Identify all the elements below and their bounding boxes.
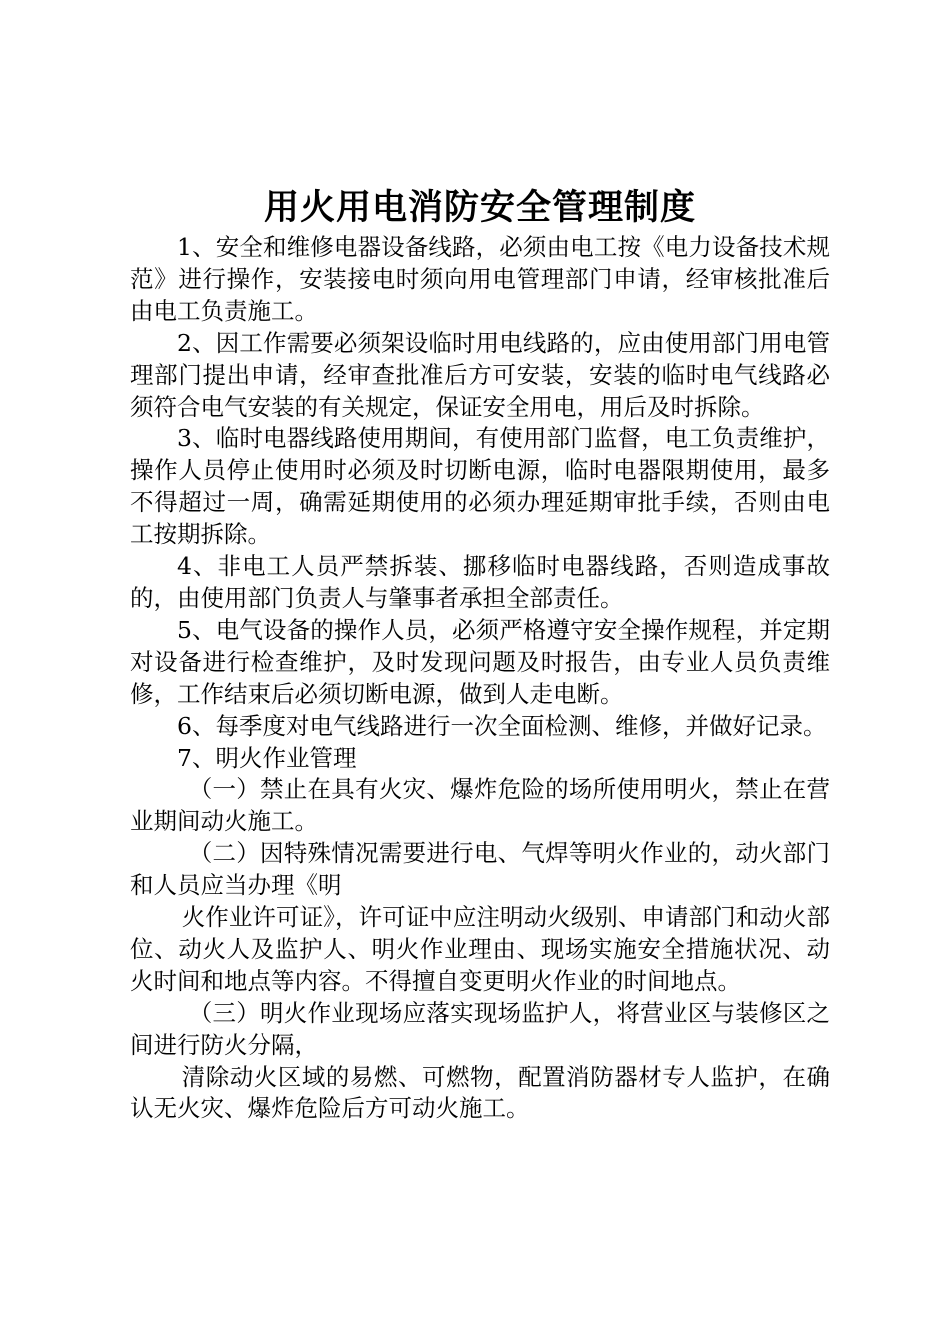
paragraph-5: 5、电气设备的操作人员，必须严格遵守安全操作规程，并定期对设备进行检查维护，及时发现问题及时报告，由专业人员负责维修，工作结束后必须切断电源，做到人走电断。 [130, 615, 830, 708]
subsection-3-continued: 清除动火区域的易燃、可燃物，配置消防器材专人监护，在确认无火灾、爆炸危险后方可动火施工。 [130, 1062, 830, 1123]
subsection-2-continued: 火作业许可证》，许可证中应注明动火级别、申请部门和动火部位、动火人及监护人、明火作业理由、现场实施安全措施状况、动火时间和地点等内容。不得擅自变更明火作业的时间地点。 [130, 903, 830, 995]
subsection-3: （三）明火作业现场应落实现场监护人，将营业区与装修区之间进行防火分隔， [130, 998, 830, 1059]
document-title: 用火用电消防安全管理制度 [263, 187, 696, 228]
paragraph-1: 1、安全和维修电器设备线路，必须由电工按《电力设备技术规范》进行操作，安装接电时须向用电管理部门申请，经审核批准后由电工负责施工。 [130, 233, 830, 325]
subsection-2: （二）因特殊情况需要进行电、气焊等明火作业的，动火部门和人员应当办理《明 [130, 839, 830, 900]
paragraph-4: 4、非电工人员严禁拆装、挪移临时电器线路，否则造成事故的，由使用部门负责人与肇事者承担全部责任。 [130, 552, 830, 612]
section-heading-7: 7、明火作业管理 [177, 743, 357, 772]
paragraph-3: 3、临时电器线路使用期间，有使用部门监督，电工负责维护，操作人员停止使用时必须及时切断电源，临时电器限期使用，最多不得超过一周，确需延期使用的必须办理延期审批手续，否则由电工按期拆除。 [130, 424, 830, 549]
document-body [130, 232, 830, 1125]
subsection-1: （一）禁止在具有火灾、爆炸危险的场所使用明火，禁止在营业期间动火施工。 [130, 775, 830, 836]
paragraph-6: 6、每季度对电气线路进行一次全面检测、维修，并做好记录。 [177, 711, 827, 740]
paragraph-2: 2、因工作需要必须架设临时用电线路的，应由使用部门用电管理部门提出申请，经审查批准后方可安装，安装的临时电气线路必须符合电气安装的有关规定，保证安全用电，用后及时拆除。 [130, 328, 830, 421]
